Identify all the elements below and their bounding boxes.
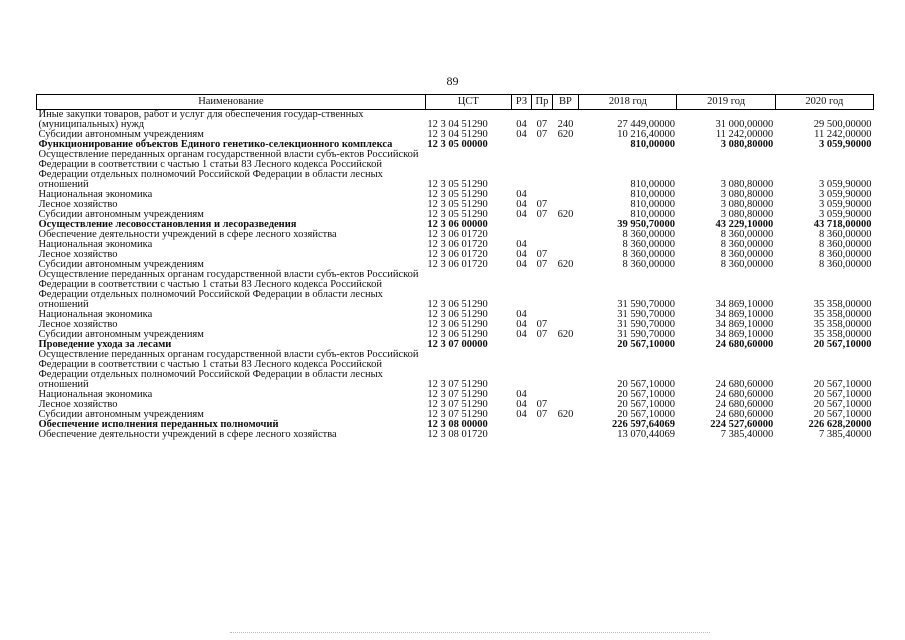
budget-table [36,94,874,440]
cell-y2020: 20 567,10000 [813,339,872,350]
cell-rz [511,340,531,350]
cell-y2020: 3 059,90000 [819,199,872,210]
cell-pr: 07 [536,259,548,270]
table-row [37,430,874,440]
cell-y2018: 31 590,70000 [617,319,675,330]
cell-pr: 07 [536,199,548,210]
cell-cst: 12 3 07 51290 [427,409,488,420]
cell-y2019: 8 360,00000 [720,259,774,270]
cell-y2019: 24 680,60000 [715,389,774,400]
cell-y2018: 8 360,00000 [622,239,675,250]
cell-y2019: 24 680,60000 [715,399,774,410]
header-rz: РЗ [511,95,531,110]
cell-y2019: 31 000,00000 [715,119,774,130]
cell-rz: 04 [516,259,527,270]
cell-y2019: 3 080,80000 [720,209,774,220]
header-name: Наименование [37,95,426,110]
cell-y2019: 34 869,10000 [715,329,774,340]
cell-cst: 12 3 04 51290 [427,119,488,130]
table-row [37,350,874,390]
cell-y2018: 20 567,10000 [617,399,675,410]
cell-pr [532,140,552,150]
cell-pr: 07 [536,409,548,420]
cell-y2020: 20 567,10000 [813,399,872,410]
cell-y2019: 3 080,80000 [720,139,774,150]
cell-rz: 04 [516,119,527,130]
cell-y2018: 810,00000 [630,139,675,150]
cell-y2019: 8 360,00000 [720,249,774,260]
cell-cst: 12 3 05 00000 [427,139,488,150]
cell-y2020: 35 358,00000 [813,299,872,310]
cell-y2018: 810,00000 [630,209,675,220]
cell-vr [552,270,579,310]
cell-vr [552,150,579,190]
cell-rz [511,220,531,230]
cell-name: Функционирование объектов Единого генетико-селекционного комплекса [38,139,393,150]
cell-rz: 04 [516,189,527,200]
cell-cst: 12 3 08 01720 [427,429,488,440]
cell-y2020: 3 059,90000 [819,179,872,190]
cell-vr: 240 [557,119,574,130]
cell-pr: 07 [536,129,548,140]
cell-y2019: 8 360,00000 [720,239,774,250]
cell-name: Осуществление переданных органам государственной власти субъ-ектов Российской Федерации в соответствии с частью 1 статьи 83 Лесного кодекса Российской Федерации отдельных полномочий Российской Федерации в области лесных отношений [38,349,419,390]
header-vr: ВР [552,95,579,110]
cell-vr: 620 [557,329,574,340]
cell-y2018: 20 567,10000 [617,389,675,400]
scan-artifact-line [230,632,710,634]
cell-y2019: 3 080,80000 [720,199,774,210]
cell-rz: 04 [516,319,527,330]
cell-y2020: 8 360,00000 [819,249,872,260]
cell-vr [552,310,579,320]
cell-y2019: 34 869,10000 [715,309,774,320]
cell-name: Национальная экономика [38,239,153,250]
cell-rz: 04 [516,199,527,210]
cell-rz [511,150,531,190]
cell-rz: 04 [516,399,527,410]
cell-vr [552,350,579,390]
cell-pr [532,220,552,230]
cell-rz: 04 [516,249,527,260]
cell-pr [532,420,552,430]
cell-y2020: 35 358,00000 [813,319,872,330]
table-row [37,270,874,310]
cell-name: Субсидии автономным учреждениям [38,259,204,270]
cell-name: Лесное хозяйство [38,199,118,210]
table-body [37,110,874,441]
cell-y2019: 11 242,00000 [715,129,774,140]
cell-pr: 07 [536,329,548,340]
cell-vr [552,230,579,240]
cell-y2020: 29 500,00000 [813,119,872,130]
cell-name: Лесное хозяйство [38,399,118,410]
cell-y2018: 31 590,70000 [617,299,675,310]
cell-rz [511,430,531,440]
cell-name: Национальная экономика [38,309,153,320]
cell-name: Проведение ухода за лесами [38,339,172,350]
cell-vr [552,140,579,150]
cell-y2018: 810,00000 [630,199,675,210]
cell-pr [532,230,552,240]
header-2018: 2018 год [579,95,677,110]
cell-y2019: 43 229,10000 [715,219,774,230]
cell-y2018: 39 950,70000 [617,219,675,230]
cell-y2020: 3 059,90000 [819,189,872,200]
cell-vr: 620 [557,259,574,270]
cell-y2020: 20 567,10000 [813,389,872,400]
cell-cst: 12 3 05 51290 [427,209,488,220]
cell-y2020: 35 358,00000 [813,329,872,340]
cell-y2018: 20 567,10000 [617,339,675,350]
cell-y2018: 810,00000 [630,179,675,190]
header-pr: Пр [532,95,552,110]
header-cst: ЦСТ [425,95,511,110]
cell-cst: 12 3 06 51290 [427,319,488,330]
cell-name: Осуществление переданных органам государственной власти субъ-ектов Российской Федерации в соответствии с частью 1 статьи 83 Лесного кодекса Российской Федерации отдельных полномочий Российской Федерации в области лесных отношений [38,269,419,310]
cell-rz: 04 [516,389,527,400]
cell-vr: 620 [557,129,574,140]
cell-y2019: 24 680,60000 [715,409,774,420]
cell-rz: 04 [516,239,527,250]
cell-y2018: 8 360,00000 [622,259,675,270]
cell-name: Субсидии автономным учреждениям [38,129,204,140]
cell-y2019: 224 527,60000 [710,419,774,430]
cell-pr [532,430,552,440]
cell-name: Обеспечение деятельности учреждений в сфере лесного хозяйства [38,429,337,440]
cell-pr [532,340,552,350]
cell-vr [552,340,579,350]
cell-y2019: 34 869,10000 [715,299,774,310]
cell-y2018: 27 449,00000 [617,119,675,130]
page-number: 89 [446,74,459,88]
cell-cst: 12 3 05 51290 [427,189,488,200]
cell-rz: 04 [516,329,527,340]
cell-y2019: 3 080,80000 [720,189,774,200]
cell-y2020: 7 385,40000 [819,429,872,440]
cell-rz [511,140,531,150]
cell-y2018: 810,00000 [630,189,675,200]
table-row [37,110,874,131]
cell-pr: 07 [536,399,548,410]
cell-rz: 04 [516,409,527,420]
cell-y2020: 3 059,90000 [819,209,872,220]
cell-cst: 12 3 07 51290 [427,379,488,390]
cell-y2018: 13 070,44069 [617,429,675,440]
cell-name: Осуществление переданных органам государственной власти субъ-ектов Российской Федерации в соответствии с частью 1 статьи 83 Лесного кодекса Российской Федерации отдельных полномочий Российской Федерации в области лесных отношений [38,149,419,190]
cell-name: Лесное хозяйство [38,319,118,330]
header-2019: 2019 год [677,95,775,110]
cell-y2018: 20 567,10000 [617,379,675,390]
cell-name: Национальная экономика [38,389,153,400]
header-2020: 2020 год [775,95,873,110]
cell-pr [532,350,552,390]
cell-name: Обеспечение исполнения переданных полномочий [38,419,279,430]
cell-y2018: 226 597,64069 [611,419,675,430]
cell-vr [552,430,579,440]
cell-rz [511,350,531,390]
cell-cst: 12 3 07 00000 [427,339,488,350]
cell-cst: 12 3 07 51290 [427,399,488,410]
cell-pr: 07 [536,209,548,220]
cell-pr [532,150,552,190]
cell-y2018: 20 567,10000 [617,409,675,420]
cell-vr [552,220,579,230]
cell-cst: 12 3 06 51290 [427,299,488,310]
cell-cst: 12 3 05 51290 [427,179,488,190]
cell-y2019: 3 080,80000 [720,179,774,190]
cell-y2020: 11 242,00000 [814,129,872,140]
cell-pr: 07 [536,119,548,130]
cell-rz [511,420,531,430]
cell-cst: 12 3 06 01720 [427,259,488,270]
cell-name: Лесное хозяйство [38,249,118,260]
cell-y2019: 8 360,00000 [720,229,774,240]
cell-pr: 07 [536,249,548,260]
cell-name: Национальная экономика [38,189,153,200]
cell-y2018: 8 360,00000 [622,249,675,260]
cell-name: Иные закупки товаров, работ и услуг для обеспечения государ-ственных (муниципальных) нужд [38,109,364,130]
cell-y2020: 226 628,20000 [808,419,872,430]
cell-vr [552,390,579,400]
cell-y2019: 24 680,60000 [715,339,774,350]
cell-vr [552,190,579,200]
cell-cst: 12 3 04 51290 [427,129,488,140]
cell-pr [532,270,552,310]
cell-vr [552,420,579,430]
cell-y2020: 35 358,00000 [813,309,872,320]
cell-cst: 12 3 05 51290 [427,199,488,210]
cell-pr: 07 [536,319,548,330]
cell-rz: 04 [516,129,527,140]
cell-y2020: 20 567,10000 [813,379,872,390]
cell-cst: 12 3 06 01720 [427,249,488,260]
table-header-row [37,95,874,110]
cell-cst: 12 3 06 00000 [427,219,488,230]
cell-cst: 12 3 06 01720 [427,229,488,240]
cell-y2020: 8 360,00000 [819,259,872,270]
cell-y2020: 43 718,00000 [813,219,872,230]
cell-name: Субсидии автономным учреждениям [38,209,204,220]
cell-vr [552,240,579,250]
cell-cst: 12 3 08 00000 [427,419,488,430]
cell-y2018: 31 590,70000 [617,309,675,320]
cell-name: Обеспечение деятельности учреждений в сфере лесного хозяйства [38,229,337,240]
table-row [37,150,874,190]
cell-name: Осуществление лесовосстановления и лесоразведения [38,219,297,230]
cell-y2020: 20 567,10000 [813,409,872,420]
cell-rz: 04 [516,309,527,320]
cell-y2019: 24 680,60000 [715,379,774,390]
cell-cst: 12 3 07 51290 [427,389,488,400]
cell-y2018: 31 590,70000 [617,329,675,340]
cell-name: Субсидии автономным учреждениям [38,409,204,420]
cell-y2018: 10 216,40000 [617,129,675,140]
cell-cst: 12 3 06 01720 [427,239,488,250]
cell-y2020: 8 360,00000 [819,239,872,250]
cell-rz: 04 [516,209,527,220]
cell-vr: 620 [557,409,574,420]
cell-y2018: 8 360,00000 [622,229,675,240]
cell-cst: 12 3 06 51290 [427,329,488,340]
cell-y2020: 3 059,90000 [819,139,872,150]
cell-name: Субсидии автономным учреждениям [38,329,204,340]
cell-rz [511,270,531,310]
cell-y2019: 7 385,40000 [720,429,774,440]
cell-y2019: 34 869,10000 [715,319,774,330]
cell-cst: 12 3 06 51290 [427,309,488,320]
cell-y2020: 8 360,00000 [819,229,872,240]
cell-vr: 620 [557,209,574,220]
